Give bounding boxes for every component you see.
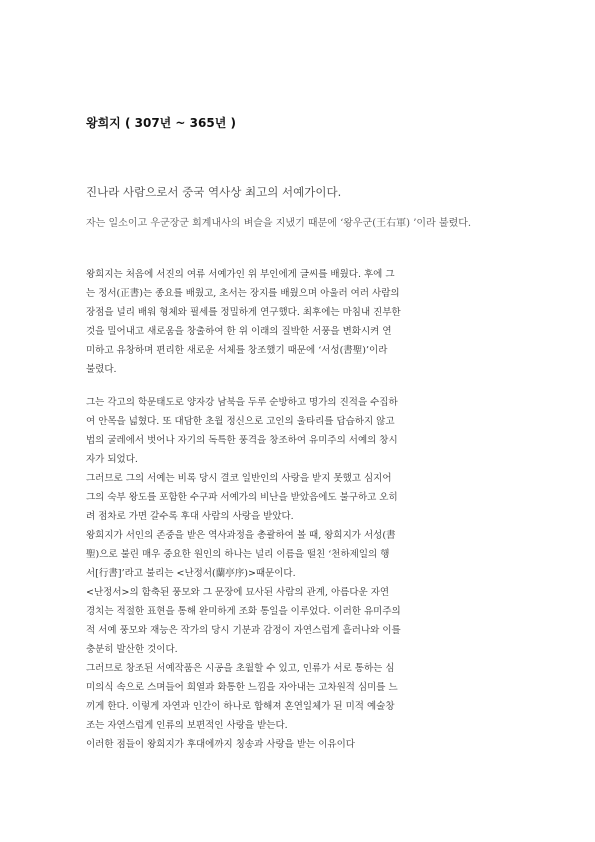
paragraph-line: 자가 되었다. [86,454,138,465]
intro-paragraph [86,214,516,233]
lead-sentence: 진나라 사람으로서 중국 역사상 최고의 서예가이다. [86,185,342,199]
paragraph-line: 聖)으로 불린 매우 중요한 원인의 하나는 널리 이름을 떨친 ‘천하제일의 행 [86,549,390,560]
paragraph-line: 서[行書]’라고 불리는 <난정서(蘭亭序)>때문이다. [86,568,296,579]
paragraph-line: 미하고 유창하며 편리한 새로운 서체를 창조했기 때문에 ‘서성(書聖)’이라 [86,345,388,356]
paragraph-line: 이러한 점들이 왕희지가 후대에까지 칭송과 사랑을 받는 이유이다 [86,739,355,750]
paragraph-line: 법의 굴레에서 벗어나 자기의 독특한 풍격을 창조하여 유미주의 서예의 창시 [86,435,398,446]
intro-line: 자는 일소이고 우군장군 회계내사의 벼슬을 지냈기 때문에 ‘왕우군(王右軍) [86,218,411,229]
paragraph-line: 끼게 한다. 이렇게 자연과 인간이 하나로 합해져 혼연일체가 된 미적 예술창 [86,701,395,712]
paragraph-line: 불렸다. [86,364,117,375]
paragraph-line: 왕희지가 서인의 존중을 받은 역사과정을 총괄하여 볼 때, 왕희지가 서성(書 [86,530,396,541]
paragraph-line: 충분히 발산한 것이다. [86,644,178,655]
paragraph-line: 장점을 널리 배워 형체와 필세를 정밀하게 연구했다. 최후에는 마침내 진부한 [86,307,401,318]
paragraph-line: 왕희지는 처음에 서진의 여류 서예가인 위 부인에게 글씨를 배웠다. 후에 그 [86,269,395,280]
paragraph-line: 경치는 적절한 표현을 통해 완미하게 조화 통일을 이루었다. 이러한 유미주의 [86,606,401,617]
paragraph-line: 미의식 속으로 스며들어 희열과 화통한 느낌을 자아내는 고차원적 심미를 느 [86,682,398,693]
paragraph-line: 여 안목을 넓혔다. 또 대담한 초월 정신으로 고인의 울타리를 답습하지 않고 [86,416,395,427]
document-title: 왕희지 ( 307년 ~ 365년 ) [86,116,236,130]
paragraph-line: 는 정서(正書)는 종요를 배웠고, 초서는 장지를 배웠으며 아울러 여러 사람의 [86,288,400,299]
paragraph-line: 그의 숙부 왕도를 포함한 수구파 서예가의 비난을 받았음에도 불구하고 오히 [86,492,398,503]
paragraph-line: 그는 각고의 학문태도로 양자강 남북을 두루 순방하고 명가의 진적을 수집하 [86,397,398,408]
paragraph-line: 조는 자연스럽게 인류의 보편적인 사랑을 받는다. [86,720,288,731]
paragraph-line: 적 서예 풍모와 재능은 작가의 당시 기분과 감정이 자연스럽게 흘러나와 이를 [86,625,401,636]
intro-line: ’이라 불렸다. [413,218,472,229]
paragraph-line: 것을 밀어내고 새로움을 창출하여 한 위 이래의 질박한 서풍을 변화시켜 연 [86,326,392,337]
paragraph-1 [86,265,516,379]
paragraph-line: 그러므로 창조된 서예작품은 시공을 초월할 수 있고, 인류가 서로 통하는 심 [86,663,395,674]
paragraph-line: <난정서>의 함축된 풍모와 그 문장에 묘사된 사람의 관계, 아름다운 자연 [86,587,390,598]
paragraph-line: 그러므로 그의 서예는 비록 당시 결코 일반인의 사랑을 받지 못했고 심지어 [86,473,392,484]
paragraph-line: 려 점차로 가면 갈수록 후대 사람의 사랑을 받았다. [86,511,294,522]
paragraph-2 [86,393,516,754]
